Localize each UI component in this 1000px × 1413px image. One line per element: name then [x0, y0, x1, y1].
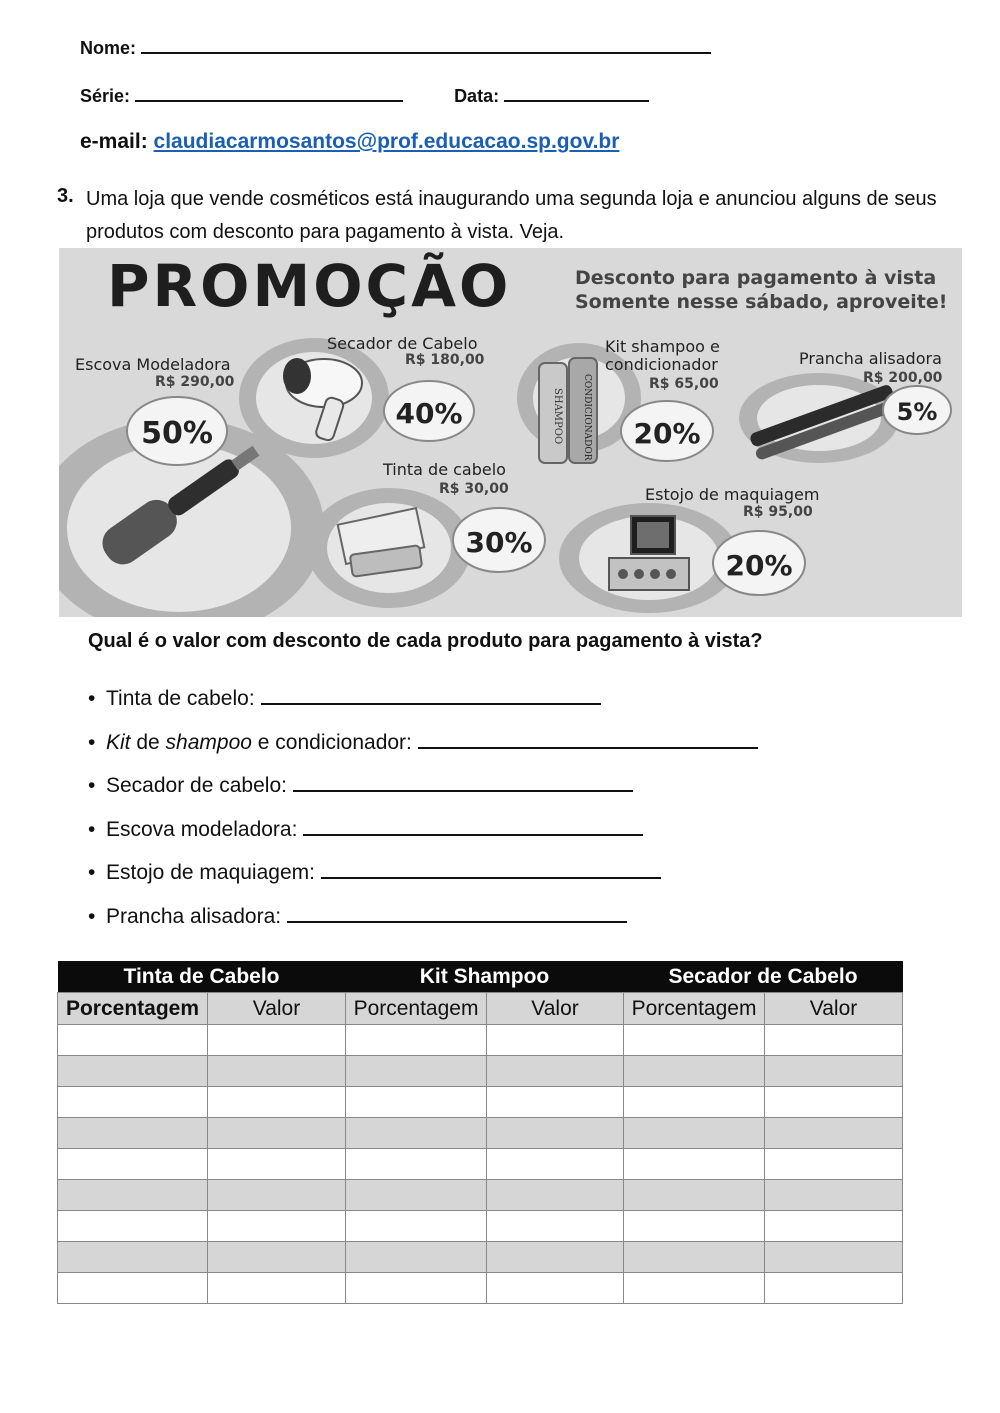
table-cell[interactable]: [624, 1242, 765, 1273]
answer-item-brush: • Escova modeladora:: [88, 815, 758, 859]
answer-blank-dye[interactable]: [261, 685, 601, 705]
name-label: Nome:: [80, 38, 137, 58]
answer-blank-makeup[interactable]: [321, 859, 661, 879]
table-cell[interactable]: [487, 1087, 624, 1118]
table-cell[interactable]: [346, 1025, 487, 1056]
table-row: [58, 1273, 903, 1304]
email-row: [80, 130, 619, 154]
table-cell[interactable]: [58, 1180, 208, 1211]
table-cell[interactable]: [346, 1118, 487, 1149]
table-cell[interactable]: [208, 1149, 346, 1180]
table-cell[interactable]: [208, 1180, 346, 1211]
table-row: [58, 1211, 903, 1242]
shampoo-bottles-icon: [539, 358, 597, 463]
table-row: [58, 1118, 903, 1149]
answer-list: [88, 684, 758, 945]
col-header-percent: Porcentagem: [58, 993, 208, 1025]
table-cell[interactable]: [346, 1087, 487, 1118]
table-cell[interactable]: [624, 1087, 765, 1118]
table-cell[interactable]: [208, 1056, 346, 1087]
table-cell[interactable]: [58, 1025, 208, 1056]
table-cell[interactable]: [765, 1056, 903, 1087]
table-row: [58, 1087, 903, 1118]
table-cell[interactable]: [208, 1025, 346, 1056]
table-cell[interactable]: [487, 1180, 624, 1211]
table-cell[interactable]: [487, 1242, 624, 1273]
discount-iron: 5%: [896, 398, 938, 426]
table-cell[interactable]: [346, 1273, 487, 1304]
table-cell[interactable]: [765, 1273, 903, 1304]
email-link[interactable]: claudiacarmosantos@prof.educacao.sp.gov.br: [153, 130, 620, 153]
table-cell[interactable]: [346, 1056, 487, 1087]
product-price-dryer: R$ 180,00: [405, 352, 485, 368]
table-cell[interactable]: [487, 1211, 624, 1242]
table-cell[interactable]: [624, 1180, 765, 1211]
product-name-iron: Prancha alisadora: [799, 349, 942, 368]
date-label: Data:: [454, 86, 500, 106]
email-label: e-mail:: [80, 130, 148, 153]
answer-blank-iron[interactable]: [287, 903, 627, 923]
name-line[interactable]: [141, 38, 711, 54]
group-header-dye: Tinta de Cabelo: [58, 961, 346, 993]
answer-blank-shampoo[interactable]: [418, 729, 758, 749]
table-cell[interactable]: [58, 1211, 208, 1242]
product-price-shampoo: R$ 65,00: [649, 376, 719, 392]
product-price-brush: R$ 290,00: [155, 374, 235, 390]
table-cell[interactable]: [208, 1211, 346, 1242]
table-cell[interactable]: [58, 1149, 208, 1180]
series-field[interactable]: [80, 86, 649, 107]
product-price-iron: R$ 200,00: [863, 370, 943, 386]
answer-item-dye: • Tinta de cabelo:: [88, 684, 758, 728]
table-cell[interactable]: [58, 1273, 208, 1304]
table-cell[interactable]: [765, 1087, 903, 1118]
col-header-value: Valor: [765, 993, 903, 1025]
table-row: [58, 1149, 903, 1180]
table-cell[interactable]: [765, 1211, 903, 1242]
group-header-shampoo: Kit Shampoo: [346, 961, 624, 993]
answer-item-makeup: • Estojo de maquiagem:: [88, 858, 758, 902]
table-cell[interactable]: [765, 1118, 903, 1149]
table-row: [58, 1242, 903, 1273]
col-header-percent: Porcentagem: [624, 993, 765, 1025]
table-cell[interactable]: [487, 1149, 624, 1180]
group-header-dryer: Secador de Cabelo: [624, 961, 903, 993]
table-cell[interactable]: [487, 1118, 624, 1149]
discount-makeup: 20%: [725, 549, 793, 582]
table-cell[interactable]: [208, 1273, 346, 1304]
answer-item-shampoo: • Kit de shampoo e condicionador:: [88, 728, 758, 772]
answer-table: [57, 961, 903, 1304]
table-cell[interactable]: [624, 1025, 765, 1056]
table-cell[interactable]: [765, 1180, 903, 1211]
product-name-brush: Escova Modeladora: [75, 355, 231, 374]
product-name-dryer: Secador de Cabelo: [327, 334, 478, 353]
table-cell[interactable]: [346, 1180, 487, 1211]
table-cell[interactable]: [58, 1056, 208, 1087]
answer-blank-dryer[interactable]: [293, 772, 633, 792]
table-cell[interactable]: [624, 1273, 765, 1304]
table-cell[interactable]: [208, 1242, 346, 1273]
table-row: [58, 1025, 903, 1056]
shampoo-label: SHAMPOO: [552, 388, 563, 445]
promo-tagline-1: Desconto para pagamento à vista: [575, 267, 937, 289]
answer-item-iron: • Prancha alisadora:: [88, 902, 758, 946]
table-cell[interactable]: [58, 1087, 208, 1118]
product-price-dye: R$ 30,00: [439, 481, 509, 497]
table-cell[interactable]: [624, 1211, 765, 1242]
table-cell[interactable]: [208, 1118, 346, 1149]
col-header-value: Valor: [208, 993, 346, 1025]
table-cell[interactable]: [346, 1149, 487, 1180]
product-name-shampoo: Kit shampoo e: [605, 337, 720, 356]
col-header-percent: Porcentagem: [346, 993, 487, 1025]
discount-dryer: 40%: [395, 397, 463, 430]
table-cell[interactable]: [624, 1149, 765, 1180]
promo-image: [59, 248, 962, 617]
discount-dye: 30%: [465, 526, 533, 559]
promo-tagline-2: Somente nesse sábado, aproveite!: [575, 291, 948, 313]
product-name-shampoo-2: condicionador: [605, 355, 718, 374]
table-cell[interactable]: [487, 1056, 624, 1087]
date-line[interactable]: [504, 86, 649, 102]
table-row: [58, 1056, 903, 1087]
product-price-makeup: R$ 95,00: [743, 504, 813, 520]
table-cell[interactable]: [487, 1273, 624, 1304]
table-cell[interactable]: [765, 1242, 903, 1273]
question-text: Uma loja que vende cosméticos está inaugurando uma segunda loja e anunciou alguns de seus produtos com desconto para pagamento à vista. Veja.: [86, 188, 937, 243]
table-cell[interactable]: [624, 1056, 765, 1087]
table-cell[interactable]: [346, 1242, 487, 1273]
table-cell[interactable]: [487, 1025, 624, 1056]
table-cell[interactable]: [624, 1118, 765, 1149]
answer-blank-brush[interactable]: [303, 816, 643, 836]
table-cell[interactable]: [208, 1087, 346, 1118]
discount-shampoo: 20%: [633, 417, 701, 450]
answer-item-dryer: • Secador de cabelo:: [88, 771, 758, 815]
discount-brush: 50%: [141, 416, 213, 451]
table-cell[interactable]: [765, 1149, 903, 1180]
col-header-value: Valor: [487, 993, 624, 1025]
table-cell[interactable]: [765, 1025, 903, 1056]
name-field[interactable]: [80, 38, 711, 59]
product-name-dye: Tinta de cabelo: [383, 460, 506, 479]
table-cell[interactable]: [346, 1211, 487, 1242]
question-number: 3.: [57, 185, 74, 207]
sub-question: Qual é o valor com desconto de cada produto para pagamento à vista?: [88, 630, 763, 652]
table-cell[interactable]: [58, 1118, 208, 1149]
series-line[interactable]: [135, 86, 403, 102]
table-cell[interactable]: [58, 1242, 208, 1273]
table-row: [58, 1180, 903, 1211]
series-label: Série:: [80, 86, 131, 106]
promo-title: PROMOÇÃO: [107, 252, 512, 320]
conditioner-label: CONDICIONADOR: [582, 374, 592, 461]
product-name-makeup: Estojo de maquiagem: [645, 485, 820, 504]
